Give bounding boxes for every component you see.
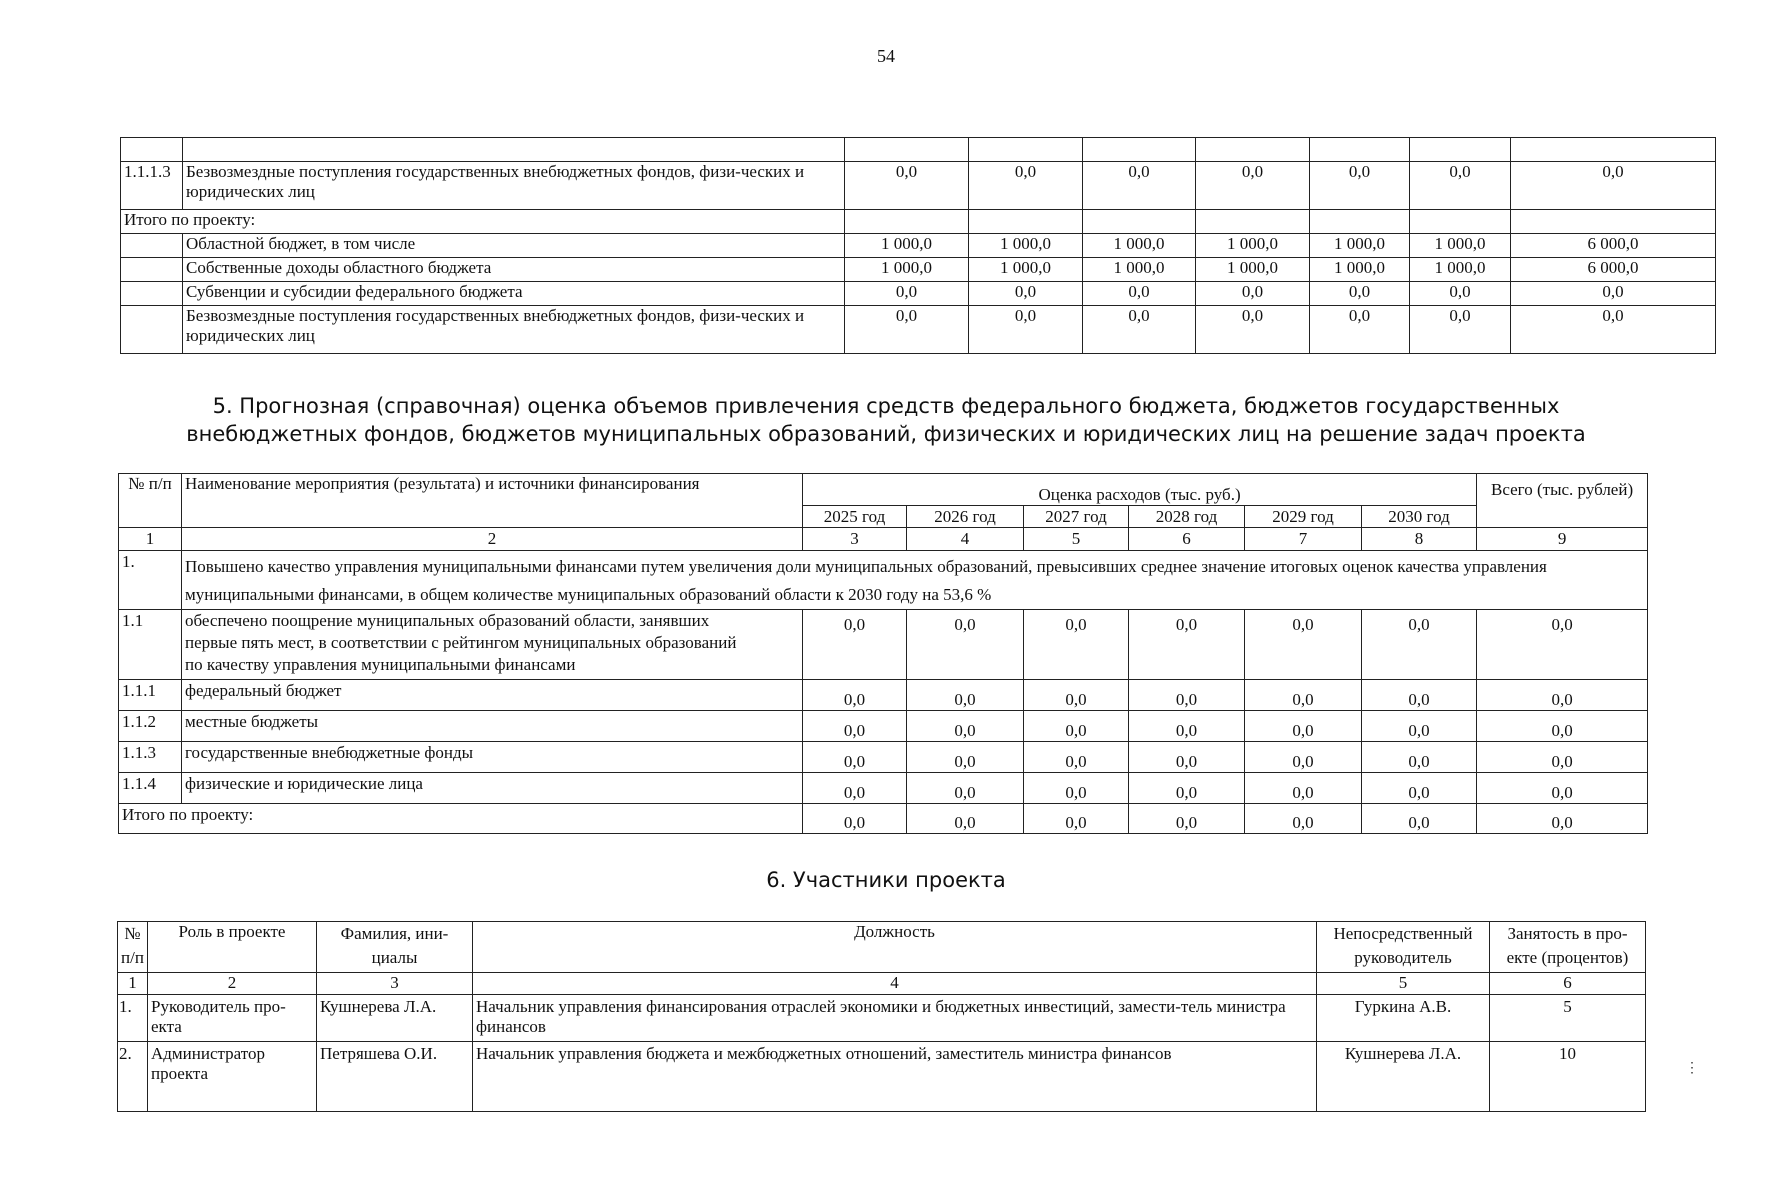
value-cell: 1 000,0	[969, 234, 1083, 258]
value-cell: 0,0	[907, 680, 1024, 711]
value-cell: 0,0	[1196, 162, 1310, 210]
value-cell: 0,0	[1410, 162, 1511, 210]
value-cell: 1 000,0	[1196, 258, 1310, 282]
value-cell: 0,0	[907, 773, 1024, 804]
table-row	[119, 680, 1648, 711]
column-number: 1	[118, 973, 148, 995]
value-cell: 0,0	[1362, 610, 1477, 680]
header-year: 2028 год	[1129, 506, 1245, 528]
participant-supervisor: Гуркина А.В.	[1317, 995, 1490, 1042]
value-cell: 0,0	[1511, 282, 1716, 306]
column-number: 5	[1317, 973, 1490, 995]
value-cell: 1 000,0	[1083, 234, 1196, 258]
value-cell: 0,0	[845, 306, 969, 354]
value-cell: 0,0	[1477, 742, 1648, 773]
value-cell: 0,0	[1129, 680, 1245, 711]
value-cell: 0,0	[907, 610, 1024, 680]
row-name: Безвозмездные поступления государственных внебюджетных фондов, физи-ческих и юридических лиц	[183, 306, 845, 354]
column-number: 8	[1362, 528, 1477, 551]
row-number	[121, 282, 183, 306]
value-cell: 1 000,0	[1196, 234, 1310, 258]
header-row	[119, 474, 1648, 506]
participant-role: Руководитель про-екта	[148, 995, 317, 1042]
row-number: 1.1.1	[119, 680, 182, 711]
value-cell: 0,0	[1083, 162, 1196, 210]
value-cell: 0,0	[1362, 680, 1477, 711]
value-cell: 1 000,0	[1310, 258, 1410, 282]
table-row	[119, 742, 1648, 773]
participant-load: 10	[1490, 1042, 1646, 1112]
value-cell: 0,0	[1129, 610, 1245, 680]
value-cell: 0,0	[1477, 711, 1648, 742]
table-row	[119, 610, 1648, 680]
header-name: Наименование мероприятия (результата) и источники финансирования	[182, 474, 803, 528]
column-numbers-row	[119, 528, 1648, 551]
section-5-title-line2: внебюджетных фондов, бюджетов муниципальных образований, физических и юридических лиц на решение задач проекта	[186, 422, 1586, 446]
column-number: 6	[1490, 973, 1646, 995]
row-name: Субвенции и субсидии федерального бюджета	[183, 282, 845, 306]
value-cell: 0,0	[907, 711, 1024, 742]
value-cell: 0,0	[1362, 773, 1477, 804]
value-cell: 0,0	[1362, 711, 1477, 742]
participant-position: Начальник управления бюджета и межбюджетных отношений, заместитель министра финансов	[473, 1042, 1317, 1112]
binding-mark: ⋮	[1685, 1061, 1699, 1076]
value-cell: 0,0	[969, 282, 1083, 306]
header-name: Фамилия, ини-циалы	[317, 922, 473, 973]
participant-name: Петряшева О.И.	[317, 1042, 473, 1112]
value-cell: 0,0	[1362, 742, 1477, 773]
row-number: 1.1	[119, 610, 182, 680]
value-cell: 0,0	[1024, 773, 1129, 804]
value-cell: 0,0	[1024, 610, 1129, 680]
result-number: 1.	[119, 551, 182, 610]
column-number: 4	[473, 973, 1317, 995]
value-cell: 6 000,0	[1511, 258, 1716, 282]
value-cell: 0,0	[803, 742, 907, 773]
column-number: 3	[317, 973, 473, 995]
section-5-title	[0, 392, 1772, 448]
value-cell: 0,0	[845, 162, 969, 210]
column-number: 2	[148, 973, 317, 995]
header-number: № п/п	[118, 922, 148, 973]
value-cell: 0,0	[1310, 162, 1410, 210]
column-number: 2	[182, 528, 803, 551]
value-cell: 0,0	[969, 162, 1083, 210]
participant-row	[118, 995, 1646, 1042]
row-name: физические и юридические лица	[182, 773, 803, 804]
row-number: 1.1.4	[119, 773, 182, 804]
value-cell: 0,0	[1129, 711, 1245, 742]
total-value: 0,0	[1362, 804, 1477, 834]
table-row	[121, 234, 1716, 258]
column-numbers-row	[118, 973, 1646, 995]
header-year: 2025 год	[803, 506, 907, 528]
row-name: обеспечено поощрение муниципальных образований области, занявших первые пять мест, в соответствии с рейтингом муниципальных образований по качеству управления муниципальными финансами	[182, 610, 803, 680]
value-cell: 0,0	[1245, 711, 1362, 742]
section-5-title-line1: 5. Прогнозная (справочная) оценка объемов привлечения средств федерального бюджета, бюджетов государственных	[212, 394, 1560, 418]
row-name: федеральный бюджет	[182, 680, 803, 711]
header-year: 2027 год	[1024, 506, 1129, 528]
header-position: Должность	[473, 922, 1317, 973]
value-cell: 0,0	[1024, 680, 1129, 711]
total-value: 0,0	[907, 804, 1024, 834]
value-cell: 1 000,0	[845, 258, 969, 282]
total-value: 0,0	[1477, 804, 1648, 834]
row-number	[121, 234, 183, 258]
header-estimate: Оценка расходов (тыс. руб.)	[803, 474, 1477, 506]
participant-supervisor: Кушнерева Л.А.	[1317, 1042, 1490, 1112]
value-cell: 0,0	[1083, 282, 1196, 306]
value-cell: 0,0	[1477, 680, 1648, 711]
row-number: 1.1.3	[119, 742, 182, 773]
participant-row	[118, 1042, 1646, 1112]
value-cell: 1 000,0	[1083, 258, 1196, 282]
participant-number: 1.	[118, 995, 148, 1042]
total-value: 0,0	[1129, 804, 1245, 834]
value-cell: 1 000,0	[845, 234, 969, 258]
header-year: 2026 год	[907, 506, 1024, 528]
value-cell: 0,0	[907, 742, 1024, 773]
table-row	[121, 162, 1716, 210]
attraction-table	[118, 473, 1648, 834]
value-cell: 0,0	[1245, 680, 1362, 711]
table-row	[119, 773, 1648, 804]
row-name: Безвозмездные поступления государственных внебюджетных фондов, физи-ческих и юридических лиц	[183, 162, 845, 210]
row-name: Областной бюджет, в том числе	[183, 234, 845, 258]
row-number	[121, 306, 183, 354]
participant-name: Кушнерева Л.А.	[317, 995, 473, 1042]
total-row	[119, 804, 1648, 834]
row-name: местные бюджеты	[182, 711, 803, 742]
total-value: 0,0	[1245, 804, 1362, 834]
column-number: 1	[119, 528, 182, 551]
header-load: Занятость в про-екте (процентов)	[1490, 922, 1646, 973]
value-cell: 0,0	[1511, 306, 1716, 354]
header-number: № п/п	[119, 474, 182, 528]
row-number: 1.1.2	[119, 711, 182, 742]
value-cell: 0,0	[1310, 282, 1410, 306]
section-6-title: 6. Участники проекта	[766, 868, 1006, 892]
participant-role: Администратор проекта	[148, 1042, 317, 1112]
value-cell: 0,0	[803, 773, 907, 804]
value-cell: 0,0	[1410, 306, 1511, 354]
financing-table-continued	[120, 137, 1716, 354]
value-cell: 1 000,0	[1410, 234, 1511, 258]
value-cell: 0,0	[1477, 773, 1648, 804]
header-total: Всего (тыс. рублей)	[1477, 474, 1648, 528]
table-row	[121, 282, 1716, 306]
value-cell: 0,0	[1310, 306, 1410, 354]
value-cell: 1 000,0	[1310, 234, 1410, 258]
result-row	[119, 551, 1648, 610]
value-cell: 6 000,0	[1511, 234, 1716, 258]
total-value: 0,0	[803, 804, 907, 834]
total-label: Итого по проекту:	[119, 804, 803, 834]
value-cell: 0,0	[803, 680, 907, 711]
total-value: 0,0	[1024, 804, 1129, 834]
participant-number: 2.	[118, 1042, 148, 1112]
value-cell: 0,0	[803, 610, 907, 680]
participants-table	[117, 921, 1646, 1112]
header-supervisor: Непосредственный руководитель	[1317, 922, 1490, 973]
value-cell: 0,0	[845, 282, 969, 306]
row-number: 1.1.1.3	[121, 162, 183, 210]
value-cell: 0,0	[1245, 742, 1362, 773]
header-year: 2029 год	[1245, 506, 1362, 528]
column-number: 5	[1024, 528, 1129, 551]
value-cell: 0,0	[1129, 742, 1245, 773]
row-name: Собственные доходы областного бюджета	[183, 258, 845, 282]
header-role: Роль в проекте	[148, 922, 317, 973]
value-cell: 1 000,0	[969, 258, 1083, 282]
participant-position: Начальник управления финансирования отраслей экономики и бюджетных инвестиций, замести-тель министра финансов	[473, 995, 1317, 1042]
header-year: 2030 год	[1362, 506, 1477, 528]
table-row	[121, 306, 1716, 354]
value-cell: 0,0	[969, 306, 1083, 354]
value-cell: 0,0	[1024, 742, 1129, 773]
header-row	[118, 922, 1646, 973]
table-row	[121, 138, 1716, 162]
value-cell: 0,0	[1245, 610, 1362, 680]
column-number: 7	[1245, 528, 1362, 551]
value-cell: 1 000,0	[1410, 258, 1511, 282]
value-cell: 0,0	[1410, 282, 1511, 306]
value-cell: 0,0	[803, 711, 907, 742]
value-cell: 0,0	[1245, 773, 1362, 804]
column-number: 6	[1129, 528, 1245, 551]
total-row	[121, 210, 1716, 234]
value-cell: 0,0	[1196, 306, 1310, 354]
value-cell: 0,0	[1511, 162, 1716, 210]
result-text: Повышено качество управления муниципальными финансами путем увеличения доли муниципальных образований, превысивших среднее значение итоговых оценок качества управления муниципальными финансами, в общем количестве муниципальных образований области к 2030 году на 53,6 %	[182, 551, 1648, 610]
total-label: Итого по проекту:	[121, 210, 845, 234]
table-row	[121, 258, 1716, 282]
value-cell: 0,0	[1129, 773, 1245, 804]
participant-load: 5	[1490, 995, 1646, 1042]
column-number: 3	[803, 528, 907, 551]
column-number: 4	[907, 528, 1024, 551]
value-cell: 0,0	[1477, 610, 1648, 680]
value-cell: 0,0	[1024, 711, 1129, 742]
row-number	[121, 258, 183, 282]
value-cell: 0,0	[1083, 306, 1196, 354]
row-name: государственные внебюджетные фонды	[182, 742, 803, 773]
column-number: 9	[1477, 528, 1648, 551]
value-cell: 0,0	[1196, 282, 1310, 306]
table-row	[119, 711, 1648, 742]
page-number: 54	[877, 46, 895, 66]
